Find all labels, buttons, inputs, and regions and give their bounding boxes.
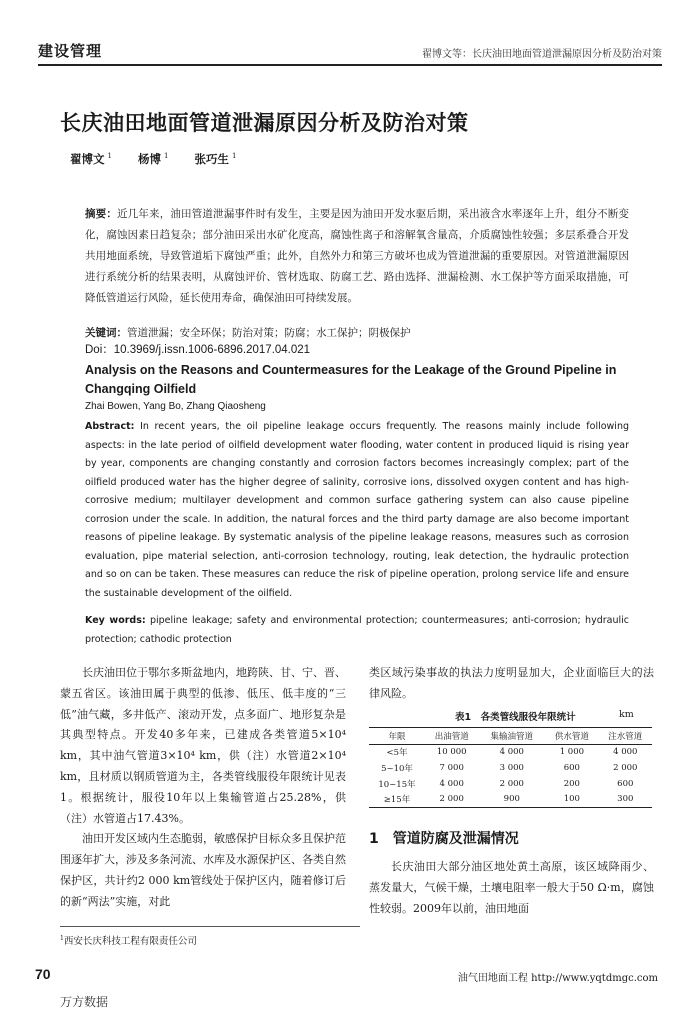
abstract-cn-text: 近几年来，油田管道泄漏事件时有发生，主要是因为油田开发水驱后期，采出液含水率逐年上升，组分不断变化，腐蚀因素日趋复杂；部分油田采出水矿化度高，腐蚀性离子和溶解氧含量高，介质腐蚀性较强；多层系叠合开发共用地面系统，导致管道垢下腐蚀严重；此外，自然外力和第三方破坏也成为管道泄漏的重要原因。对管道泄漏原因进行系统分析的结果表明，从腐蚀评价、管材选取、防腐工艺、路由选择、泄漏检测、水工保护等方面采取措施，可降低管道运行风险，延长使用寿命，确保油田可持续发展。 [85,208,630,304]
author: 杨博 $^1$ [137,152,169,166]
journal-footer: 油气田地面工程 http://www.yqtdmgc.com [457,973,658,984]
table-cell: 10~15年 [378,779,416,790]
keywords-cn-text: 管道泄漏；安全环保；防治对策；防腐；水工保护；阴极保护 [127,327,411,339]
article-title: 长庆油田地面管道泄漏原因分析及防治对策 [60,111,469,135]
table-row [369,776,652,792]
page-number: 70 [35,966,51,982]
table-cell: 600 [617,778,634,789]
table-cell: 300 [617,794,634,805]
keywords-en [85,612,629,649]
english-authors: Zhai Bowen, Yang Bo, Zhang Qiaosheng [85,401,266,412]
section-label: 建设管理 [38,42,103,60]
keywords-en-text: pipeline leakage; safety and environmental protection; countermeasures; anti-corrosion; hydraulic protection; cathodic protection [85,615,629,645]
body-left-column [60,663,346,913]
table-cell: 100 [563,794,580,805]
table-cell: 10 000 [436,747,467,758]
abstract-en [85,418,629,603]
table-cell: <5年 [386,748,408,759]
table-row [369,744,652,760]
table-cell: 5~10年 [381,763,413,774]
table-row [369,760,652,776]
table-header-row [369,728,652,745]
body-right-column-bottom [369,857,654,919]
table-header-cell: 供水管道 [554,731,589,742]
footnote-divider [60,926,360,927]
table-cell: 900 [503,794,520,805]
body-paragraph: 长庆油田位于鄂尔多斯盆地内，地跨陕、甘、宁、晋、蒙五省区。该油田属于典型的低渗、低压、低丰度的“三低”油气藏，多井低产、滚动开发，点多面广、地形复杂是其典型特点。开发40多年来，已建成各类管道5×10⁴ km，其中油气管道3×10⁴ km，供（注）水管道2×10⁴ km，且材质以钢质管道为主，各类管线服役年限统计见表1。根据统计，服役10年以上集输管道占25.28%，供（注）水管道占17.43%。 [60,666,346,825]
abstract-en-label: Abstract: [85,421,135,432]
table-cell: 200 [563,778,580,789]
body-right-column-top [369,663,654,705]
table-header-cell: 注水管道 [608,731,643,742]
header-divider [38,64,662,66]
abstract-cn [85,204,629,309]
table-title: 表1 各类管线服役年限统计 [455,712,576,723]
table-cell: 4 000 [439,778,464,789]
table-cell: 3 000 [499,762,524,773]
running-title: 翟博文等：长庆油田地面管道泄漏原因分析及防治对策 [422,49,662,60]
author: 翟博文 $^1$ [70,152,112,166]
author-list [70,151,236,167]
table-unit: km [619,709,634,720]
body-paragraph: 类区域污染事故的执法力度明显加大，企业面临巨大的法律风险。 [369,666,654,700]
table-cell: ≥15年 [383,795,411,806]
table-header-cell: 年限 [388,731,406,742]
watermark: 万方数据 [60,995,109,1009]
english-title: Analysis on the Reasons and Countermeasures for the Leakage of the Ground Pipeline in Changqing Oilfield [85,363,617,396]
body-paragraph: 油田开发区域内生态脆弱，敏感保护目标众多且保护范围逐年扩大，涉及多条河流、水库及水源保护区、各类自然保护区，共计约2 000 km管线处于保护区内，随着修订后的新“两法”实施，对此 [60,832,346,908]
doi: Doi：10.3969/j.issn.1006-6896.2017.04.021 [85,344,311,356]
table-header-cell: 集输油管道 [490,731,534,742]
author: 张巧生 $^1$ [194,152,237,166]
table-header-cell: 出油管道 [434,731,469,742]
section-heading: 1 管道防腐及泄漏情况 [369,831,519,847]
table-cell: 4 000 [499,747,524,758]
table-cell: 2 000 [439,794,464,805]
service-life-table [369,727,652,808]
table-cell: 600 [563,762,580,773]
abstract-en-text: In recent years, the oil pipeline leakage occurs frequently. The reasons mainly include following aspects: in the late period of oilfield development water flooding, water content in produced liquid is rising year by year, components are changing constantly and corrosion factors becomes increasingly complex; part of the oilfield produced water has the higher degree of salinity, corrosive ions, dissolved oxygen content and has high-corrosive medium; multilayer development and common surface gathering system can also cause pipeline corrosion under the scale. In addition, the natural forces and the third party damage are also become important reasons of pipeline leakage. By systematic analysis of the pipeline leakage reasons, measures such as corrosion evaluation, pipe material selection, anti-corrosion technology, routing, leak detection, the hydraulic protection and so on can be taken. These measures can reduce the risk of pipeline operation, prolong service life and ensure the sustainable development of the oilfield. [85,421,629,599]
table-cell: 2 000 [499,778,524,789]
table-row [369,791,652,807]
abstract-cn-label: 摘要： [85,208,118,220]
table-cell: 1 000 [559,747,585,758]
body-paragraph: 长庆油田大部分油区地处黄土高原，该区域降雨少、蒸发量大，气候干燥，土壤电阻率一般大于50 Ω·m，腐蚀性较弱。2009年以前，油田地面 [369,860,654,915]
table-cell: 7 000 [439,762,464,773]
footnote: $^1$西安长庆科技工程有限责任公司 [60,934,197,947]
table-cell: 2 000 [613,762,638,773]
keywords-en-label: Key words: [85,615,146,626]
keywords-cn-label: 关键词： [85,327,127,339]
table-cell: 4 000 [613,747,638,758]
